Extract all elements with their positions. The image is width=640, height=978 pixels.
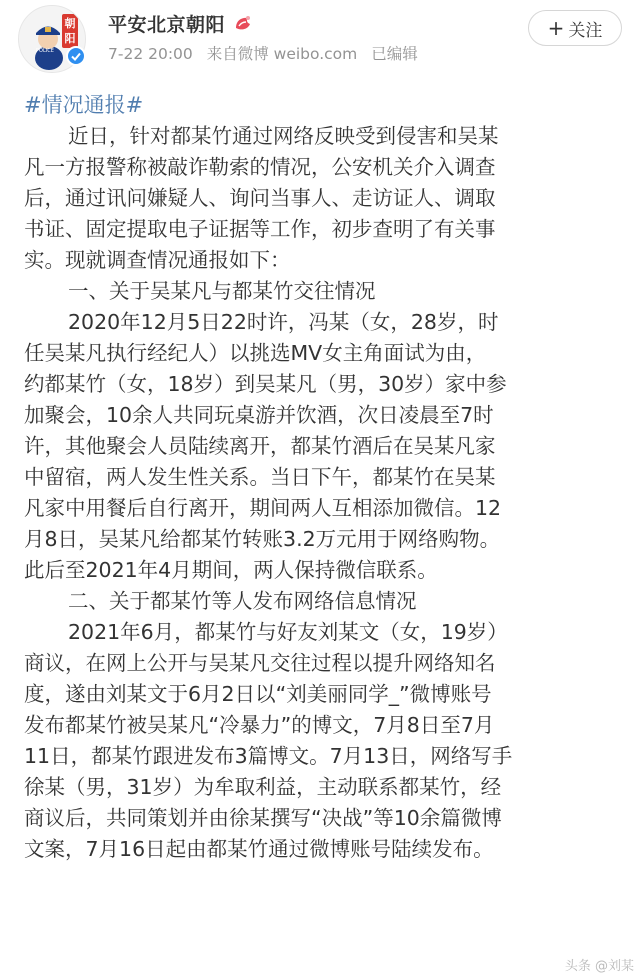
text-line: 加聚会，10余人共同玩桌游并饮酒，次日凌晨至7时: [24, 403, 494, 427]
post-time[interactable]: 7-22 20:00: [108, 45, 193, 63]
text-line: 许，其他聚会人员陆续离开，都某竹酒后在吴某凡家: [24, 434, 496, 458]
text-line: 实。现就调查情况通报如下：: [24, 248, 291, 272]
watermark: 头条 @刘某: [564, 959, 634, 974]
section-heading: 一、关于吴某凡与都某竹交往情况: [68, 279, 376, 303]
text-line: 书证、固定提取电子证据等工作，初步查明了有关事: [24, 217, 496, 241]
text-line: 2020年12月5日22时许，冯某（女，28岁，时: [68, 310, 499, 334]
text-line: 徐某（男，31岁）为牟取利益，主动联系都某竹，经: [24, 775, 502, 799]
text-line: 月8日，吴某凡给都某竹转账3.2万元用于网络购物。: [24, 527, 501, 551]
plus-icon: +: [547, 16, 565, 40]
text-line: 2021年6月，都某竹与好友刘某文（女，19岁）: [68, 620, 508, 644]
text-line: 中留宿，两人发生性关系。当日下午，都某竹在吴某: [24, 465, 496, 489]
edited-label[interactable]: 已编辑: [371, 45, 418, 63]
text-line: 凡一方报警称被敲诈勒索的情况，公安机关介入调查: [24, 155, 496, 179]
post-body: [24, 90, 616, 865]
text-line: 此后至2021年4月期间，两人保持微信联系。: [24, 558, 438, 582]
text-line: 发布都某竹被吴某凡“冷暴力”的博文，7月8日至7月: [24, 713, 495, 737]
text-line: 后，通过讯问嫌疑人、询问当事人、走访证人、调取: [24, 186, 496, 210]
membership-icon: [233, 13, 253, 33]
post-source: 来自微博 weibo.com: [206, 45, 358, 63]
text-line: 约都某竹（女，18岁）到吴某凡（男，30岁）家中参: [24, 372, 507, 396]
avatar-text: 朝阳: [64, 17, 76, 45]
text-line: 11日，都某竹跟进发布3篇博文。7月13日，网络写手: [24, 744, 513, 768]
text-line: 文案，7月16日起由都某竹通过微博账号陆续发布。: [24, 837, 494, 861]
text-line: 任吴某凡执行经纪人）以挑选MV女主角面试为由，: [24, 341, 487, 365]
text-line: 凡家中用餐后自行离开，期间两人互相添加微信。12: [24, 496, 502, 520]
account-name[interactable]: 平安北京朝阳: [108, 13, 226, 36]
post-header: [0, 0, 640, 72]
avatar-sub: POLICE: [36, 48, 54, 54]
topic-tag[interactable]: #情况通报#: [24, 93, 144, 117]
text-line: 商议后，共同策划并由徐某撰写“决战”等10余篇微博: [24, 806, 502, 830]
text-line: 商议，在网上公开与吴某凡交往过程以提升网络知名: [24, 651, 496, 675]
section-heading: 二、关于都某竹等人发布网络信息情况: [68, 589, 417, 613]
post-meta: [108, 42, 427, 64]
follow-label: 关注: [568, 20, 603, 41]
verified-badge-icon: [66, 46, 86, 66]
text-line: 近日，针对都某竹通过网络反映受到侵害和吴某: [68, 124, 499, 148]
text-line: 度，遂由刘某文于6月2日以“刘美丽同学_”微博账号: [24, 682, 492, 706]
follow-button[interactable]: [528, 10, 622, 46]
